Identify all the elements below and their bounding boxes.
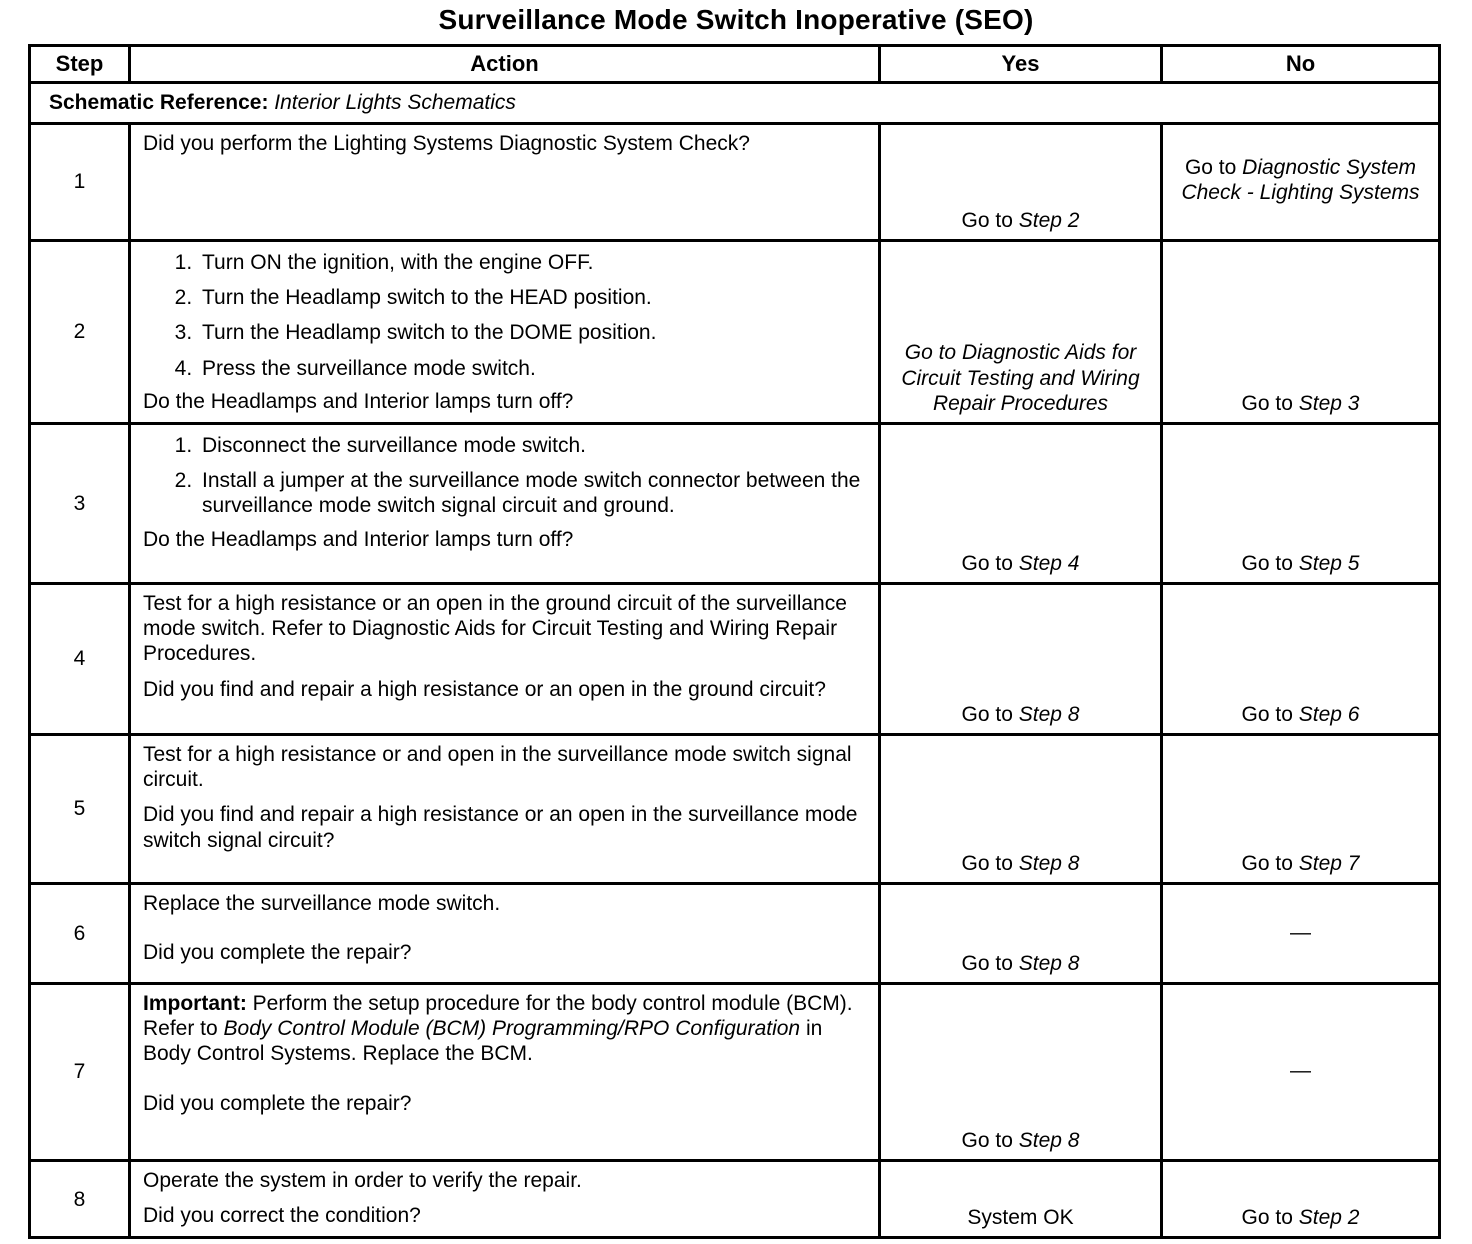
action-list — [143, 433, 868, 519]
go-to-label: Go to — [1241, 702, 1293, 726]
instruction: Test for a high resistance or an open in the ground circuit of the surveillance mode switch. Refer to Diagnostic Aids for Circuit Testing and Wiring Repair Procedures. — [143, 591, 847, 666]
table-row — [30, 883, 1440, 983]
important-text: Perform the setup procedure for the body control module (BCM). Refer to — [143, 991, 853, 1041]
yes-cell — [880, 1160, 1162, 1237]
question: Did you complete the repair? — [143, 941, 412, 965]
action-cell — [130, 883, 880, 983]
go-to-label: Go to — [1184, 156, 1237, 179]
table-row — [30, 124, 1440, 241]
go-to-label: Go to — [961, 851, 1013, 875]
header-row — [30, 46, 1440, 83]
action-cell — [130, 124, 880, 241]
page-title: Surveillance Mode Switch Inoperative (SEO) — [438, 4, 1034, 35]
schematic-reference-row — [30, 83, 1440, 124]
yes-step-link[interactable]: Step 8 — [1018, 702, 1080, 726]
action-list-item: 1. Turn ON the ignition, with the engine OFF. — [198, 250, 868, 275]
action-list-item: 2. Install a jumper at the surveillance mode switch connector between the surveillance mode switch signal circuit and ground. — [198, 468, 868, 518]
yes-step-link[interactable]: Step 8 — [1018, 1128, 1080, 1152]
no-dash: — — [1290, 1059, 1311, 1083]
no-step-link[interactable]: Step 3 — [1298, 391, 1360, 415]
important-label: Important: — [143, 991, 247, 1015]
no-step-link[interactable]: Step 5 — [1298, 551, 1360, 575]
no-diagnostic-link[interactable]: Diagnostic System Check - Lighting Systems — [1181, 156, 1420, 205]
action-list — [143, 250, 868, 381]
action-list-item: 4. Press the surveillance mode switch. — [198, 356, 868, 381]
action-cell — [130, 734, 880, 883]
action-list-item: 2. Turn the Headlamp switch to the HEAD position. — [198, 285, 868, 310]
step-number: 5 — [30, 734, 130, 883]
question: Do the Headlamps and Interior lamps turn off? — [143, 389, 574, 413]
go-to-label: Go to — [961, 208, 1013, 232]
action-cell — [130, 583, 880, 734]
no-target-text[interactable] — [1181, 156, 1419, 204]
no-step-link[interactable]: Step 7 — [1298, 851, 1360, 875]
yes-step-link[interactable]: Step 2 — [1018, 208, 1080, 232]
action-list-item: 3. Turn the Headlamp switch to the DOME position. — [198, 320, 868, 345]
no-cell[interactable] — [1162, 241, 1440, 424]
yes-step-link[interactable]: Step 8 — [1018, 851, 1080, 875]
no-cell — [1162, 883, 1440, 983]
no-step-link[interactable]: Step 6 — [1298, 702, 1360, 726]
step-number: 3 — [30, 423, 130, 583]
go-to-label: Go to — [961, 1128, 1013, 1152]
step-number: 6 — [30, 883, 130, 983]
question: Did you correct the condition? — [143, 1204, 421, 1228]
action-list-item: 1. Disconnect the surveillance mode switch. — [198, 433, 868, 458]
yes-cell[interactable] — [880, 983, 1162, 1160]
question: Did you find and repair a high resistance or an open in the ground circuit? — [143, 677, 826, 701]
table-row — [30, 583, 1440, 734]
table-row — [30, 241, 1440, 424]
action-cell — [130, 983, 880, 1160]
header-action: Action — [130, 46, 880, 83]
no-step-link[interactable]: Step 2 — [1298, 1206, 1360, 1230]
go-to-label: Go to — [1241, 1206, 1293, 1230]
no-cell[interactable] — [1162, 124, 1440, 241]
step-number: 8 — [30, 1160, 130, 1237]
action-cell — [130, 423, 880, 583]
go-to-label: Go to — [1241, 851, 1293, 875]
important-text: in Body Control Systems. — [143, 1017, 823, 1066]
go-to-label: Go to — [961, 951, 1013, 975]
yes-cell[interactable] — [880, 124, 1162, 241]
no-dash: — — [1290, 920, 1311, 944]
yes-cell[interactable] — [880, 423, 1162, 583]
header-yes: Yes — [880, 46, 1162, 83]
go-to-label: Go to — [961, 551, 1013, 575]
schematic-reference — [30, 83, 1440, 124]
no-cell[interactable] — [1162, 583, 1440, 734]
instruction: Replace the BCM. — [362, 1042, 533, 1066]
system-ok-text: System OK — [967, 1206, 1074, 1230]
header-step: Step — [30, 46, 130, 83]
go-to-label: Go to — [1241, 391, 1293, 415]
question: Did you find and repair a high resistance or an open in the surveillance mode switch signal circuit? — [143, 803, 858, 852]
go-to-label: Go to — [961, 702, 1013, 726]
action-cell — [130, 1160, 880, 1237]
question: Did you perform the Lighting Systems Diagnostic System Check? — [143, 132, 750, 155]
yes-step-link[interactable]: Step 4 — [1018, 551, 1080, 575]
yes-diagnostic-aids-link[interactable]: Go to Diagnostic Aids for Circuit Testing and Wiring Repair Procedures — [901, 341, 1140, 415]
table-row — [30, 734, 1440, 883]
bcm-programming-link[interactable]: Body Control Module (BCM) Programming/RPO Configuration — [223, 1017, 801, 1041]
header-no: No — [1162, 46, 1440, 83]
table-row — [30, 983, 1440, 1160]
yes-cell[interactable] — [880, 241, 1162, 424]
instruction: Operate the system in order to verify the repair. — [143, 1168, 582, 1192]
important-note — [143, 991, 868, 1067]
yes-cell[interactable] — [880, 883, 1162, 983]
step-number: 2 — [30, 241, 130, 424]
schematic-label: Schematic Reference: — [49, 91, 269, 115]
diagnostic-table — [28, 44, 1441, 1239]
schematic-link[interactable]: Interior Lights Schematics — [274, 91, 516, 115]
question: Do the Headlamps and Interior lamps turn off? — [143, 527, 574, 551]
go-to-label: Go to — [1241, 551, 1293, 575]
table-row — [30, 423, 1440, 583]
yes-cell[interactable] — [880, 583, 1162, 734]
no-cell[interactable] — [1162, 423, 1440, 583]
instruction: Test for a high resistance or and open in the surveillance mode switch signal circuit. — [143, 742, 852, 792]
no-cell — [1162, 983, 1440, 1160]
no-cell[interactable] — [1162, 1160, 1440, 1237]
table-row — [30, 1160, 1440, 1237]
step-number: 7 — [30, 983, 130, 1160]
question: Did you complete the repair? — [143, 1091, 412, 1115]
yes-step-link[interactable]: Step 8 — [1018, 951, 1080, 975]
action-cell — [130, 241, 880, 424]
step-number: 4 — [30, 583, 130, 734]
yes-cell[interactable] — [880, 734, 1162, 883]
step-number: 1 — [30, 124, 130, 241]
instruction: Replace the surveillance mode switch. — [143, 891, 501, 915]
no-cell[interactable] — [1162, 734, 1440, 883]
